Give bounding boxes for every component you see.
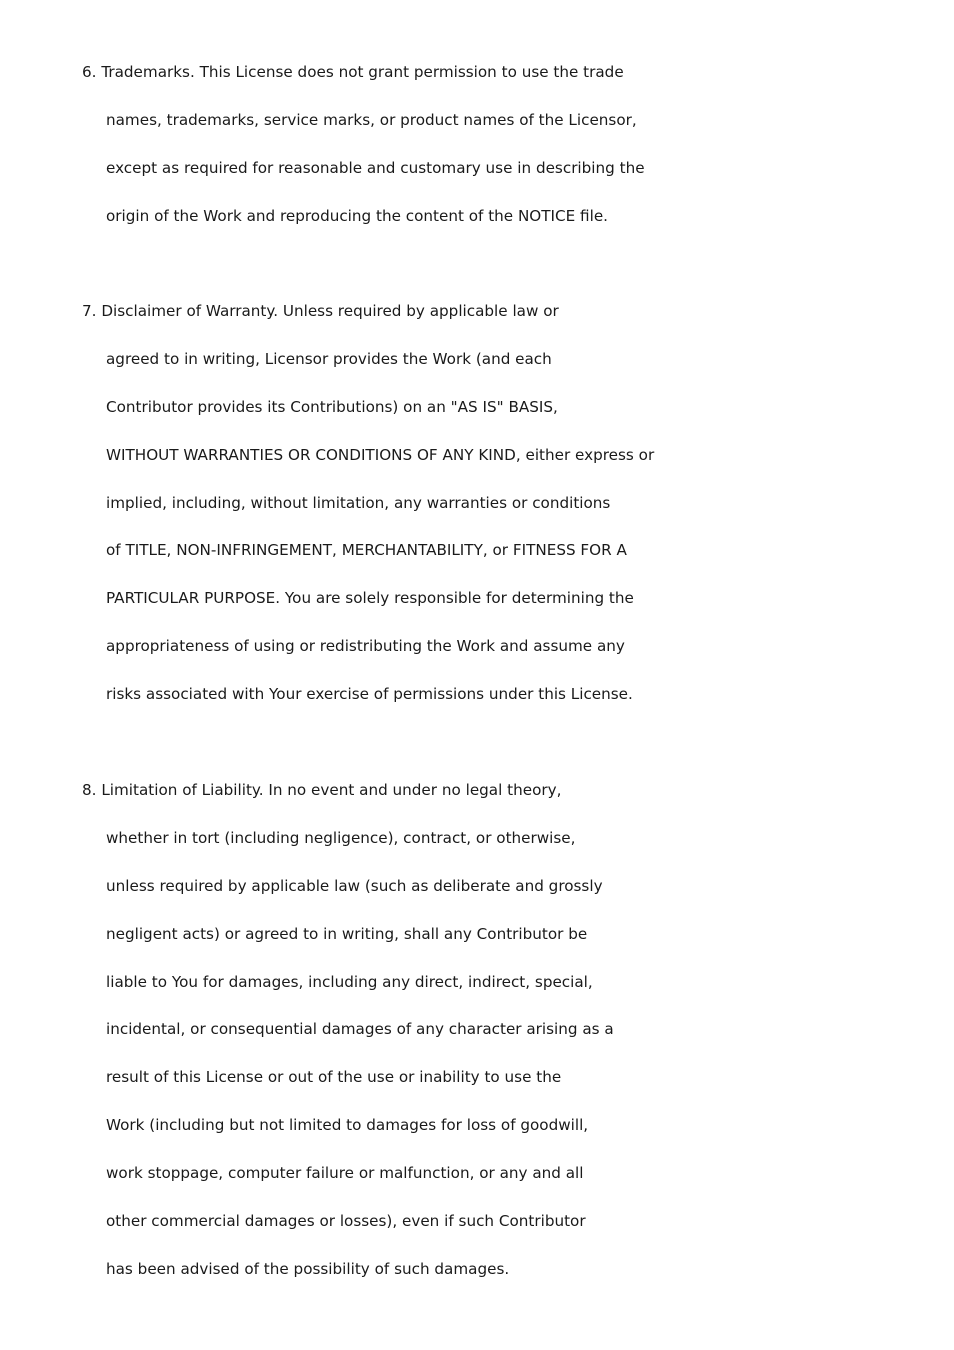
- section-text-line: incidental, or consequential damages of any character arising as a: [106, 1020, 614, 1039]
- section-text-line: names, trademarks, service marks, or product names of the Licensor,: [106, 110, 637, 129]
- section-text-line: agreed to in writing, Licensor provides the Work (and each: [106, 349, 552, 368]
- section-text-line: whether in tort (including negligence), contract, or otherwise,: [106, 828, 576, 847]
- section-text-line: WITHOUT WARRANTIES OR CONDITIONS OF ANY KIND, either express or: [106, 445, 655, 464]
- section-heading-line: 7. Disclaimer of Warranty. Unless required by applicable law or: [82, 302, 559, 320]
- section-text-line: risks associated with Your exercise of permissions under this License.: [106, 685, 633, 704]
- section-text-line: Work (including but not limited to damages for loss of goodwill,: [106, 1116, 589, 1135]
- section-limitation-of-liability: [82, 780, 702, 1307]
- section-trademarks: [82, 62, 702, 254]
- section-text-line: except as required for reasonable and customary use in describing the: [106, 158, 645, 177]
- section-text-line: has been advised of the possibility of such damages.: [106, 1259, 510, 1278]
- section-text-line: result of this License or out of the use or inability to use the: [106, 1068, 562, 1087]
- section-text-line: Contributor provides its Contributions) on an "AS IS" BASIS,: [106, 397, 558, 416]
- section-heading-line: 6. Trademarks. This License does not grant permission to use the trade: [82, 63, 624, 81]
- section-disclaimer-of-warranty: [82, 301, 702, 732]
- section-text-line: origin of the Work and reproducing the content of the NOTICE file.: [106, 206, 609, 225]
- section-text-line: negligent acts) or agreed to in writing, shall any Contributor be: [106, 924, 588, 943]
- section-text-line: unless required by applicable law (such as deliberate and grossly: [106, 876, 603, 895]
- section-text-line: of TITLE, NON-INFRINGEMENT, MERCHANTABILITY, or FITNESS FOR A: [106, 541, 627, 560]
- section-text-line: other commercial damages or losses), even if such Contributor: [106, 1212, 586, 1231]
- section-text-line: PARTICULAR PURPOSE. You are solely responsible for determining the: [106, 589, 634, 608]
- section-text-line: work stoppage, computer failure or malfunction, or any and all: [106, 1164, 584, 1183]
- section-heading-line: 8. Limitation of Liability. In no event and under no legal theory,: [82, 781, 562, 799]
- section-text-line: appropriateness of using or redistributing the Work and assume any: [106, 637, 625, 656]
- section-text-line: implied, including, without limitation, any warranties or conditions: [106, 493, 611, 512]
- section-text-line: liable to You for damages, including any direct, indirect, special,: [106, 972, 593, 991]
